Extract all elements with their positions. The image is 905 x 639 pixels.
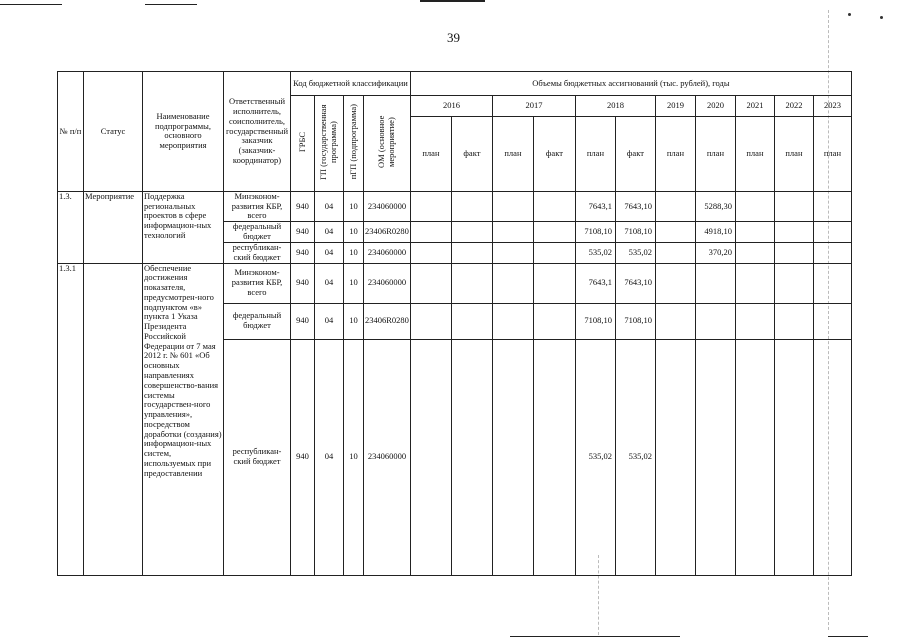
cell-plan-2018: 7108,10	[575, 303, 615, 339]
row-responsible: Минэконом-развития КБР, всего	[224, 263, 291, 303]
cell-pgp: 10	[344, 303, 364, 339]
header-volumes: Объемы бюджетных ассигнований (тыс. рублей), годы	[410, 72, 851, 96]
row-responsible: Минэконом-развития КБР, всего	[224, 191, 291, 221]
header-fact: факт	[451, 116, 492, 191]
cell-grbs: 940	[291, 191, 315, 221]
header-gp: ГП (государственная программа)	[318, 104, 338, 180]
header-year-2018: 2018	[575, 96, 655, 117]
cell-plan-2020: 5288,30	[695, 191, 735, 221]
header-name: Наименование подпрограммы, основного мероприятия	[143, 72, 224, 192]
scan-line-top-3	[420, 0, 485, 2]
cell-grbs: 940	[291, 339, 315, 575]
cell-plan-2020	[695, 303, 735, 339]
row-responsible: республикан-ский бюджет	[224, 339, 291, 575]
header-num: № п/п	[58, 72, 84, 192]
cell-om: 234060000	[364, 243, 411, 264]
header-fact: факт	[533, 116, 575, 191]
cell-gp: 04	[315, 339, 344, 575]
header-year-2019: 2019	[655, 96, 695, 117]
header-budget-code: Код бюджетной классификации	[291, 72, 411, 96]
cell-grbs: 940	[291, 222, 315, 243]
header-om: ОМ (основное мероприятие)	[376, 115, 396, 169]
page-number: 39	[447, 30, 460, 45]
cell-gp: 04	[315, 222, 344, 243]
header-year-2020: 2020	[695, 96, 735, 117]
scan-line-bottom	[828, 636, 868, 637]
header-pgp: пГП (подпрограмма)	[347, 104, 358, 180]
cell-pgp: 10	[344, 339, 364, 575]
header-plan: план	[695, 116, 735, 191]
row-num: 1.3.1	[58, 263, 84, 575]
cell-pgp: 10	[344, 263, 364, 303]
header-plan: план	[735, 116, 774, 191]
cell-fact-2018: 7643,10	[615, 191, 655, 221]
header-grbs: ГРБС	[296, 131, 307, 153]
cell-plan-2018: 7643,1	[575, 263, 615, 303]
scan-line-bottom	[510, 636, 680, 637]
header-plan: план	[575, 116, 615, 191]
cell-grbs: 940	[291, 243, 315, 264]
cell-plan-2020	[695, 339, 735, 575]
cell-grbs: 940	[291, 303, 315, 339]
header-status: Статус	[84, 72, 143, 192]
row-status: Мероприятие	[84, 191, 143, 263]
row-responsible: федеральный бюджет	[224, 303, 291, 339]
cell-plan-2020: 4918,10	[695, 222, 735, 243]
row-num: 1.3.	[58, 191, 84, 263]
cell-plan-2018: 7108,10	[575, 222, 615, 243]
header-plan: план	[492, 116, 533, 191]
header-year-2023: 2023	[813, 96, 851, 117]
header-plan: план	[813, 116, 851, 191]
scan-line-top-2	[145, 4, 197, 5]
row-name: Поддержка региональных проектов в сфере информацион-ных технологий	[143, 191, 224, 263]
cell-fact-2018: 535,02	[615, 339, 655, 575]
cell-pgp: 10	[344, 243, 364, 264]
cell-om: 234060000	[364, 263, 411, 303]
row-responsible: республикан-ский бюджет	[224, 243, 291, 264]
header-plan: план	[774, 116, 813, 191]
cell-plan-2018: 7643,1	[575, 191, 615, 221]
cell-om: 23406R0280	[364, 222, 411, 243]
header-plan: план	[410, 116, 451, 191]
cell-plan-2018: 535,02	[575, 339, 615, 575]
header-year-2016: 2016	[410, 96, 492, 117]
cell-om: 234060000	[364, 339, 411, 575]
scan-line-top-1	[0, 4, 62, 5]
cell-om: 23406R0280	[364, 303, 411, 339]
cell-plan-2018: 535,02	[575, 243, 615, 264]
cell-fact-2018: 7643,10	[615, 263, 655, 303]
cell-gp: 04	[315, 191, 344, 221]
cell-om: 234060000	[364, 191, 411, 221]
cell-pgp: 10	[344, 222, 364, 243]
header-year-2022: 2022	[774, 96, 813, 117]
header-responsible: Ответственный исполнитель, соисполнитель, государственный заказчик (заказчик-координатор)	[224, 72, 291, 192]
header-fact: факт	[615, 116, 655, 191]
row-status	[84, 263, 143, 575]
cell-gp: 04	[315, 303, 344, 339]
cell-plan-2020	[695, 263, 735, 303]
cell-pgp: 10	[344, 191, 364, 221]
cell-plan-2020: 370,20	[695, 243, 735, 264]
row-name: Обеспечение достижения показателя, предусмотрен-ного подпунктом «в» пункта 1 Указа Президента Российской Федерации от 7 мая 2012 г. № 601 «Об основных направлениях совершенство-вания системы государствен-ного управления», посредством доработки (создания) информацион-ных систем, используемых при предоставлении	[143, 263, 224, 575]
cell-fact-2018: 7108,10	[615, 303, 655, 339]
scan-speck	[880, 16, 883, 19]
cell-gp: 04	[315, 243, 344, 264]
table-row	[58, 191, 852, 221]
header-year-2021: 2021	[735, 96, 774, 117]
header-plan: план	[655, 116, 695, 191]
table-row	[58, 263, 852, 303]
row-responsible: федеральный бюджет	[224, 222, 291, 243]
cell-fact-2018: 7108,10	[615, 222, 655, 243]
scan-speck	[848, 13, 851, 16]
cell-grbs: 940	[291, 263, 315, 303]
cell-gp: 04	[315, 263, 344, 303]
budget-table	[57, 71, 852, 576]
header-year-2017: 2017	[492, 96, 575, 117]
cell-fact-2018: 535,02	[615, 243, 655, 264]
